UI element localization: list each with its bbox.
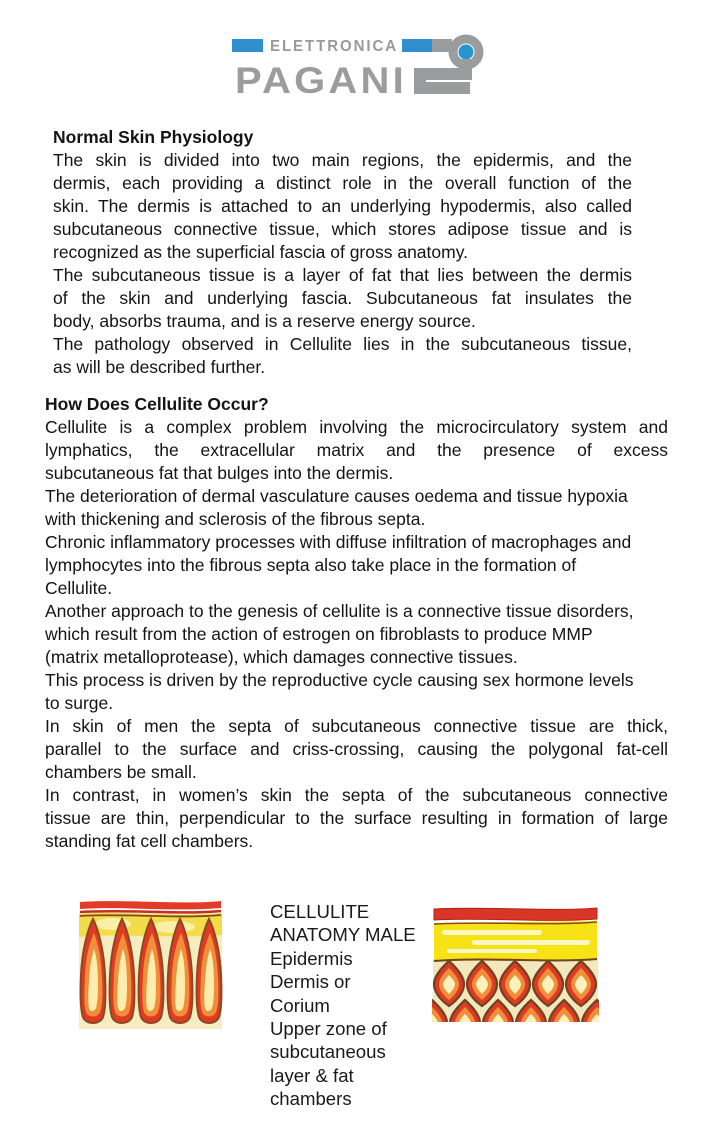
section-heading: Normal Skin Physiology bbox=[53, 127, 254, 147]
text-line: parallel to the surface and criss-crossing, causing the polygonal fat-cell bbox=[45, 739, 668, 759]
text-line: The pathology observed in Cellulite lies in the subcutaneous tissue, bbox=[53, 334, 632, 354]
text-line: Cellulite is a complex problem involving the microcirculatory system and bbox=[45, 417, 668, 437]
section-how-does-cellulite-occur bbox=[45, 393, 668, 853]
text-line: recognized as the superficial fascia of gross anatomy. bbox=[53, 242, 469, 262]
logo-line1-text: ELETTRONICA bbox=[270, 38, 398, 55]
female-skin-cross-section-icon bbox=[78, 897, 223, 1031]
text-line: chambers be small. bbox=[45, 762, 197, 782]
text-line: In skin of men the septa of subcutaneous connective tissue are thick, bbox=[45, 716, 668, 736]
logo-blue-bar-right bbox=[402, 39, 432, 52]
male-skin-cross-section-icon bbox=[432, 904, 599, 1022]
figure-caption bbox=[270, 900, 440, 1111]
male-skin-illustration bbox=[432, 904, 599, 1022]
text-line: lymphocytes into the fibrous septa also take place in the formation of bbox=[45, 555, 577, 575]
logo-s-shape bbox=[420, 59, 470, 88]
caption-line: ANATOMY MALE bbox=[270, 924, 416, 946]
caption-line: CELLULITE bbox=[270, 901, 370, 922]
text-line: Chronic inflammatory processes with diffuse infiltration of macrophages and bbox=[45, 532, 632, 552]
text-line: to surge. bbox=[45, 693, 114, 713]
caption-line: Dermis or bbox=[270, 971, 351, 993]
text-line: The skin is divided into two main regions, the epidermis, and the bbox=[53, 150, 632, 170]
text-line: In contrast, in women’s skin the septa of the subcutaneous connective bbox=[45, 785, 668, 805]
section-normal-skin-physiology bbox=[53, 126, 632, 379]
caption-line: layer & fat bbox=[270, 1064, 354, 1086]
text-line: Cellulite. bbox=[45, 578, 113, 598]
text-line: tissue are thin, perpendicular to the surface resulting in formation of large bbox=[45, 808, 668, 828]
female-skin-illustration bbox=[78, 897, 223, 1031]
text-line: body, absorbs trauma, and is a reserve energy source. bbox=[53, 311, 476, 331]
text-line: dermis, each providing a distinct role in the overall function of the bbox=[53, 173, 632, 193]
text-line: of the skin and underlying fascia. Subcutaneous fat insulates the bbox=[53, 288, 632, 308]
text-line: The subcutaneous tissue is a layer of fat that lies between the dermis bbox=[53, 265, 632, 285]
section-heading: How Does Cellulite Occur? bbox=[45, 394, 269, 414]
text-line: The deterioration of dermal vasculature causes oedema and tissue hypoxia bbox=[45, 486, 628, 506]
logo-blue-dot bbox=[459, 45, 474, 60]
company-logo bbox=[230, 27, 486, 101]
caption-line: Epidermis bbox=[270, 947, 353, 969]
caption-line: chambers bbox=[270, 1088, 352, 1110]
text-line: as will be described further. bbox=[53, 357, 266, 377]
caption-line: Upper zone of bbox=[270, 1018, 387, 1040]
text-line: skin. The dermis is attached to an underlying hypodermis, also called bbox=[53, 196, 632, 216]
text-line: Another approach to the genesis of cellulite is a connective tissue disorders, bbox=[45, 601, 634, 621]
caption-line: Corium bbox=[270, 994, 330, 1016]
elettronica-pagani-logo-icon bbox=[230, 27, 486, 101]
caption-line: subcutaneous bbox=[270, 1041, 386, 1063]
text-line: subcutaneous connective tissue, which stores adipose tissue and is bbox=[53, 219, 632, 239]
logo-line2-text: PAGANI bbox=[235, 60, 407, 101]
text-line: This process is driven by the reproductive cycle causing sex hormone levels bbox=[45, 670, 634, 690]
text-line: with thickening and sclerosis of the fibrous septa. bbox=[45, 509, 426, 529]
text-line: which result from the action of estrogen on fibroblasts to produce MMP bbox=[45, 624, 593, 644]
text-line: subcutaneous fat that bulges into the dermis. bbox=[45, 463, 394, 483]
text-line: (matrix metalloprotease), which damages connective tissues. bbox=[45, 647, 518, 667]
text-line: standing fat cell chambers. bbox=[45, 831, 254, 851]
logo-blue-bar-left bbox=[232, 39, 263, 52]
text-line: lymphatics, the extracellular matrix and the presence of excess bbox=[45, 440, 668, 460]
